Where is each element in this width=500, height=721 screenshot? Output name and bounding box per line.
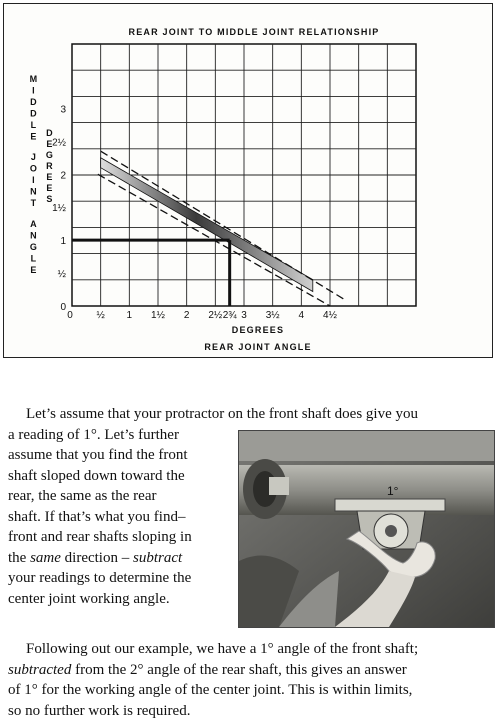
y-tick-label: 3 (60, 104, 66, 116)
para2-line-2-rest: from the 2° angle of the rear shaft, this gives an answer (71, 661, 407, 678)
y-axis-title-letter: E (46, 172, 54, 182)
dashed-limit-line (101, 151, 345, 299)
protractor-photo (238, 430, 495, 628)
y-axis-title-letter: D (46, 128, 54, 138)
x-axis-title: REAR JOINT ANGLE (204, 342, 312, 352)
y-axis-title-letter: T (30, 198, 38, 209)
y-axis-title-letter: E (30, 131, 38, 142)
x-tick-label: 2¾ (222, 310, 237, 321)
paragraph-2 (8, 639, 492, 721)
chart-marks (72, 240, 230, 306)
x-tick-label: 3½ (265, 310, 280, 321)
y-axis-title-letter: M (29, 74, 39, 84)
para1-line-4: shaft sloped down toward the (8, 467, 185, 484)
relationship-band (101, 158, 313, 292)
chart-frame (3, 3, 493, 358)
y-axis-title-letter: L (30, 253, 38, 264)
y-tick-label: 1½ (52, 203, 66, 215)
para1-line-2: a reading of 1°. Let’s further (8, 426, 179, 443)
y-tick-label: 2½ (52, 137, 66, 149)
x-axis-unit-label: DEGREES (231, 325, 285, 335)
protractor-reading-label: 1° (387, 484, 399, 498)
y-axis-title-letter: G (45, 150, 55, 160)
x-tick-label: 4½ (323, 310, 337, 321)
y-axis-title-outer (30, 74, 39, 275)
photo-illustration (239, 431, 494, 627)
x-tick-label: 4 (298, 310, 305, 321)
y-axis-title-letter: L (30, 120, 38, 130)
x-tick-label: 1½ (151, 310, 165, 321)
x-tick-label: 0 (67, 310, 73, 321)
para1-line-8-mid: direction – (60, 549, 133, 566)
para1-line-8-em2: subtract (132, 549, 183, 566)
para2-line-4: so no further work is required. (8, 702, 191, 719)
y-axis-title-letter: G (29, 241, 39, 252)
y-tick-label: 1 (60, 236, 66, 248)
y-axis-title-letter: S (46, 194, 54, 204)
para1-line-5: rear, the same as the rear (8, 488, 157, 504)
x-tick-label: 2 (183, 310, 190, 321)
para1-line-8-pre: the (8, 549, 31, 566)
chart-title: REAR JOINT TO MIDDLE JOINT RELATIONSHIP (128, 27, 380, 37)
y-axis-title-letter: R (46, 161, 54, 171)
para2-line-1: Following out our example, we have a 1° angle of the front shaft; (26, 641, 419, 657)
x-tick-label: ½ (96, 310, 105, 321)
y-axis-title-letter: E (46, 139, 54, 149)
para2-line-3: of 1° for the working angle of the center joint. This is within limits, (8, 682, 413, 698)
para2-line-2-em: subtracted (8, 661, 72, 678)
y-axis-title-letter: E (46, 183, 54, 193)
para1-line-9: your readings to determine the (8, 570, 192, 586)
para1-line-10: center joint working angle. (8, 590, 170, 607)
y-axis-title-letter: N (30, 186, 38, 197)
para1-line-7: front and rear shafts sloping in (8, 529, 192, 545)
x-tick-label: 1 (126, 310, 133, 321)
y-axis-title-letter: A (30, 218, 38, 229)
para1-line-1: Let’s assume that your protractor on the front shaft does give you (26, 406, 418, 422)
y-tick-label: ½ (57, 269, 66, 281)
para2-line-2 (8, 660, 492, 681)
x-tick-label: 3 (241, 310, 247, 321)
y-tick-label: 0 (60, 302, 66, 313)
para1-line-3: assume that you find the front (8, 447, 188, 463)
y-tick-label: 2 (60, 170, 66, 182)
para1-line-8-em: same (30, 549, 61, 566)
y-axis-title-inner (46, 128, 54, 204)
y-axis-title-letter: D (30, 108, 38, 119)
chart-band (98, 151, 345, 306)
y-axis-title-letter: I (32, 175, 36, 186)
y-axis-title-letter: D (30, 97, 38, 107)
y-axis-title-letter: J (30, 152, 38, 163)
para1-body (8, 425, 234, 610)
para1-line-6: shaft. If that’s what you find– (8, 508, 186, 525)
relationship-chart (4, 4, 492, 357)
y-axis-title-letter: E (30, 264, 38, 275)
y-axis-title-letter: O (29, 163, 39, 174)
y-axis-title-letter: I (32, 85, 36, 96)
x-tick-label: 2½ (208, 310, 223, 321)
y-axis-title-letter: N (30, 230, 38, 241)
